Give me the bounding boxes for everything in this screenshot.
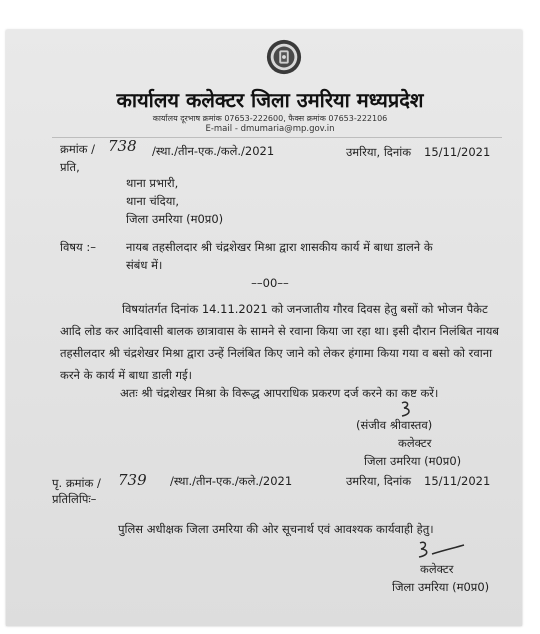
signatory2-designation: कलेक्टर xyxy=(420,562,454,576)
ref-suffix: /स्था./तीन-एक./कले./2021 xyxy=(152,144,275,158)
subject-line1: नायब तहसीलदार श्री चंद्रशेखर मिश्रा द्वारा शासकीय कार्य में बाधा डालने के xyxy=(126,240,433,254)
subject-label: विषय :– xyxy=(60,240,96,254)
copy-ref-label: पृ. क्रमांक / xyxy=(52,476,101,490)
signatory2-district: जिला उमरिया (म0प्र0) xyxy=(392,580,490,594)
subject-line2: संबंध में। xyxy=(126,258,163,272)
email: E-mail - dmumaria@mp.gov.in xyxy=(205,124,335,134)
to-label: प्रति, xyxy=(60,160,80,174)
copy-label: प्रतिलिपिः– xyxy=(52,492,97,506)
body-paragraph-2: अतः श्री चंद्रशेखर मिश्रा के विरूद्ध आपराधिक प्रकरण दर्ज करने का कष्ट करें। xyxy=(120,386,439,400)
signatory-district: जिला उमरिया (म0प्र0) xyxy=(364,454,462,468)
copy-ref-number: 739 xyxy=(118,471,147,489)
signature-mark xyxy=(396,400,418,420)
office-name: कार्यालय कलेक्टर जिला उमरिया मध्यप्रदेश xyxy=(116,88,424,112)
to-line1: थाना प्रभारी, xyxy=(126,176,179,190)
copy-ref-suffix: /स्था./तीन-एक./कले./2021 xyxy=(170,474,293,488)
signatory-name: (संजीव श्रीवास्तव) xyxy=(356,418,433,432)
to-line3: जिला उमरिया (म0प्र0) xyxy=(126,212,224,226)
copy-date: 15/11/2021 xyxy=(424,474,491,488)
phone-fax: कार्यालय दूरभाष क्रमांक 07653-222600, फैक्स क्रमांक 07653-222106 xyxy=(152,114,388,123)
separator: ––00–– xyxy=(251,276,289,290)
copy-place-date-label: उमरिया, दिनांक xyxy=(346,474,412,488)
ref-number: 738 xyxy=(108,137,137,155)
ref-date: 15/11/2021 xyxy=(424,145,491,159)
ref-place-date-label: उमरिया, दिनांक xyxy=(346,145,412,159)
copy-line: पुलिस अधीक्षक जिला उमरिया की ओर सूचनार्थ एवं आवश्यक कार्यवाही हेतु। xyxy=(118,522,434,536)
government-emblem-icon xyxy=(265,38,303,76)
signatory-designation: कलेक्टर xyxy=(398,436,432,450)
body-paragraph-1: विषयांतर्गत दिनांक 14.11.2021 को जनजातीय गौरव दिवस हेतु बसों को भोजन पैकेट आदि लोड कर आदिवासी बालक छात्रावास के सामने से रवाना किया जा रहा था। इसी दौरान निलंबित नायब तहसीलदार श्री चंद्रशेखर मिश्रा द्वारा उन्हें निलंबित किए जाने को लेकर हंगामा किया गया व बसो को रवाना करने के कार्य में बाधा डाली गई। xyxy=(60,302,499,382)
ref-label: क्रमांक / xyxy=(60,142,96,156)
to-line2: थाना चंदिया, xyxy=(126,194,180,208)
signature-mark-2 xyxy=(410,540,466,562)
